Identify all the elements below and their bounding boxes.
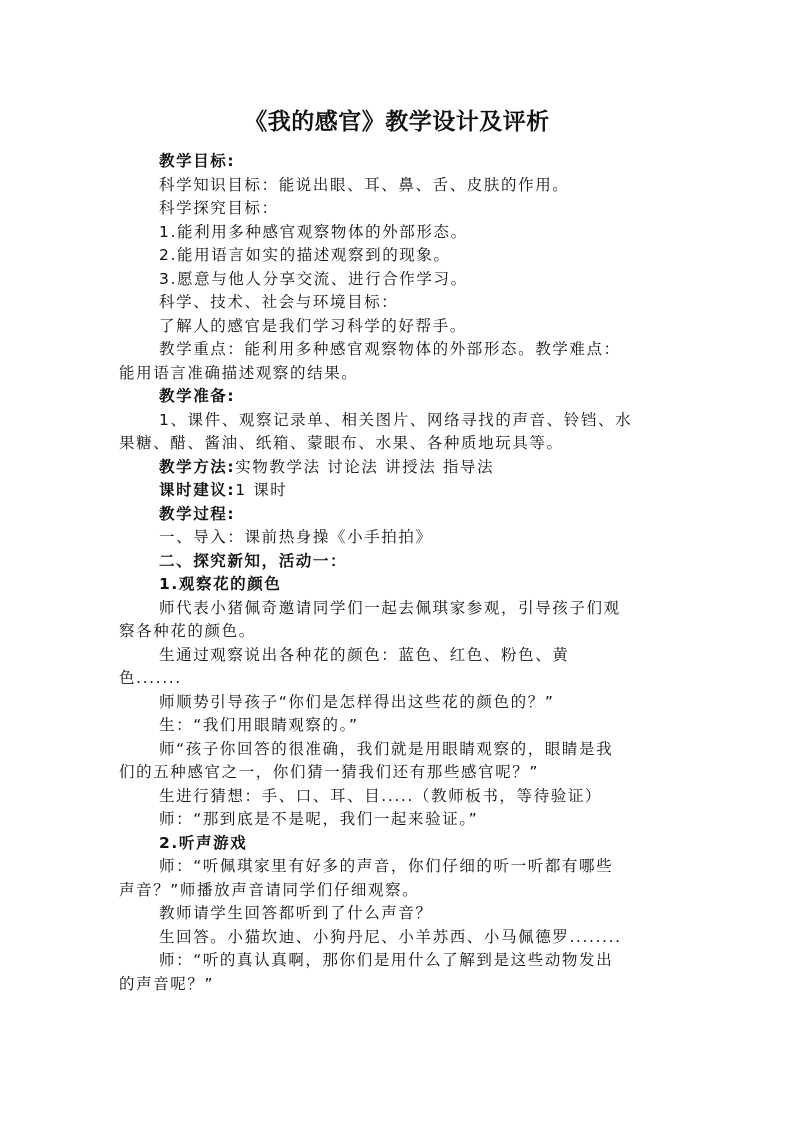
paragraph-line: 1.能利用多种感官观察物体的外部形态。 bbox=[159, 222, 468, 241]
heading-listening-game: 2.听声游戏 bbox=[159, 833, 248, 852]
paragraph-line: 色....... bbox=[119, 669, 182, 687]
paragraph-line: 师：“那到底是不是呢，我们一起来验证。” bbox=[159, 810, 479, 828]
paragraph-line: 察各种花的颜色。 bbox=[119, 622, 256, 640]
teaching-methods-value: 实物教学法 讨论法 讲授法 指导法 bbox=[235, 457, 495, 476]
paragraph-line: 师“孩子你回答的很准确，我们就是用眼睛观察的，眼睛是我 bbox=[159, 739, 614, 758]
heading-activity-one: 二、探究新知，活动一： bbox=[159, 551, 348, 570]
paragraph-line: 教师请学生回答都听到了什么声音？ bbox=[159, 904, 433, 922]
paragraph-line: 的声音呢？” bbox=[119, 974, 215, 993]
document-body bbox=[119, 150, 679, 996]
class-hours-line bbox=[119, 479, 679, 503]
class-hours-label: 课时建议: bbox=[159, 481, 236, 499]
paragraph-line: 一、导入：课前热身操《小手拍拍》 bbox=[159, 528, 433, 546]
heading-teaching-process: 教学过程: bbox=[159, 504, 236, 523]
paragraph-line: 们的五种感官之一，你们猜一猜我们还有那些感官呢？” bbox=[119, 763, 540, 781]
teaching-methods-label: 教学方法: bbox=[159, 457, 236, 476]
paragraph-line: 声音？”师播放声音请同学们仔细观察。 bbox=[119, 880, 420, 899]
paragraph-line: 科学探究目标： bbox=[159, 199, 279, 217]
paragraph-line: 能用语言准确描述观察的结果。 bbox=[119, 363, 359, 382]
paragraph-line: 3.愿意与他人分享交流、进行合作学习。 bbox=[159, 269, 468, 288]
paragraph-line: 师：“听的真认真啊，那你们是用什么了解到是这些动物发出 bbox=[159, 951, 614, 969]
paragraph-line: 生：“我们用眼睛观察的。” bbox=[159, 716, 359, 734]
paragraph-line: 生通过观察说出各种花的颜色：蓝色、红色、粉色、黄 bbox=[159, 645, 570, 664]
paragraph-line: 1、课件、观察记录单、相关图片、网络寻找的声音、铃铛、水 bbox=[159, 410, 633, 429]
paragraph-line: 师代表小猪佩奇邀请同学们一起去佩琪家参观，引导孩子们观 bbox=[159, 598, 621, 617]
class-hours-value: 1 课时 bbox=[235, 481, 288, 499]
paragraph-line: 了解人的感官是我们学习科学的好帮手。 bbox=[159, 316, 467, 335]
paragraph-line: 教学重点：能利用多种感官观察物体的外部形态。教学难点： bbox=[159, 340, 621, 358]
paragraph-line: 师：“听佩琪家里有好多的声音，你们仔细的听一听都有哪些 bbox=[159, 857, 614, 875]
document-title: 《我的感官》教学设计及评析 bbox=[244, 109, 550, 135]
paragraph-line: 科学、技术、社会与环境目标： bbox=[159, 293, 399, 311]
heading-teaching-prep: 教学准备: bbox=[159, 387, 236, 405]
heading-observe-flowers: 1.观察花的颜色 bbox=[159, 575, 282, 593]
paragraph-line: 果糖、醋、酱油、纸箱、蒙眼布、水果、各种质地玩具等。 bbox=[119, 434, 564, 452]
paragraph-line: 师顺势引导孩子“你们是怎样得出这些花的颜色的？” bbox=[159, 692, 555, 711]
heading-teaching-goals: 教学目标: bbox=[159, 152, 236, 170]
paragraph-line: 2.能用语言如实的描述观察到的现象。 bbox=[159, 246, 451, 264]
teaching-methods-line bbox=[119, 456, 679, 480]
paragraph-line: 生回答。小猫坎迪、小狗丹尼、小羊苏西、小马佩德罗........ bbox=[159, 927, 622, 946]
paragraph-line: 生进行猜想：手、口、耳、目.....（教师板书，等待验证） bbox=[159, 786, 603, 805]
paragraph-line: 科学知识目标：能说出眼、耳、鼻、舌、皮肤的作用。 bbox=[159, 175, 570, 194]
